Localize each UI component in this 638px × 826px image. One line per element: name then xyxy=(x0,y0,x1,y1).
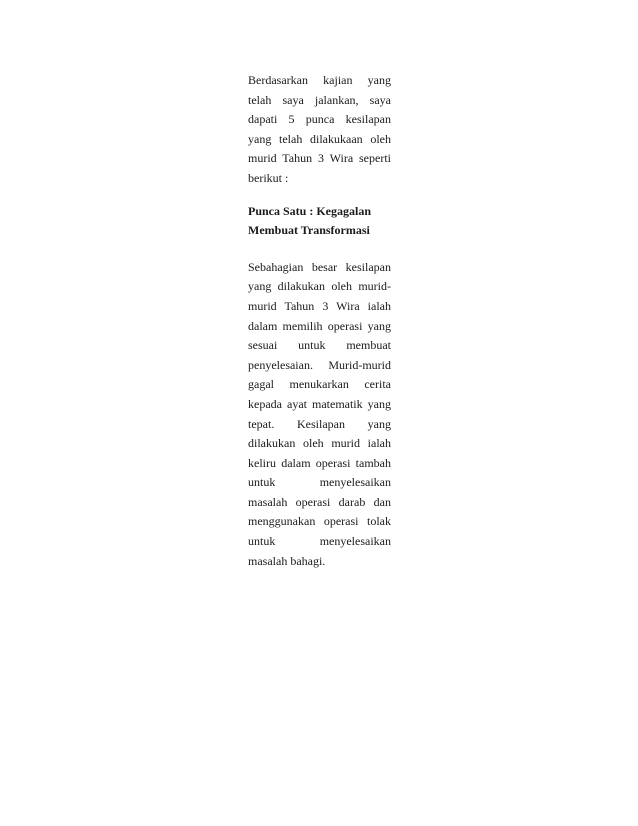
text-column xyxy=(248,71,391,571)
body-paragraph: Sebahagian besar kesilapan yang dilakukan oleh murid-murid Tahun 3 Wira ialah dalam memilih operasi yang sesuai untuk membuat penyelesaian. Murid-murid gagal menukarkan cerita kepada ayat matematik yang tepat. Kesilapan yang dilakukan oleh murid ialah keliru dalam operasi tambah untuk menyelesaikan masalah operasi darab dan menggunakan operasi tolak untuk menyelesaikan masalah bahagi. xyxy=(248,259,391,568)
section-heading-line-2: Membuat Transformasi xyxy=(248,223,370,238)
section-heading-line-1: Punca Satu : Kegagalan xyxy=(248,203,372,218)
section-heading xyxy=(248,202,391,241)
intro-paragraph: Berdasarkan kajian yang telah saya jalankan, saya dapati 5 punca kesilapan yang telah dilakukaan oleh murid Tahun 3 Wira seperti berikut : xyxy=(248,73,391,185)
